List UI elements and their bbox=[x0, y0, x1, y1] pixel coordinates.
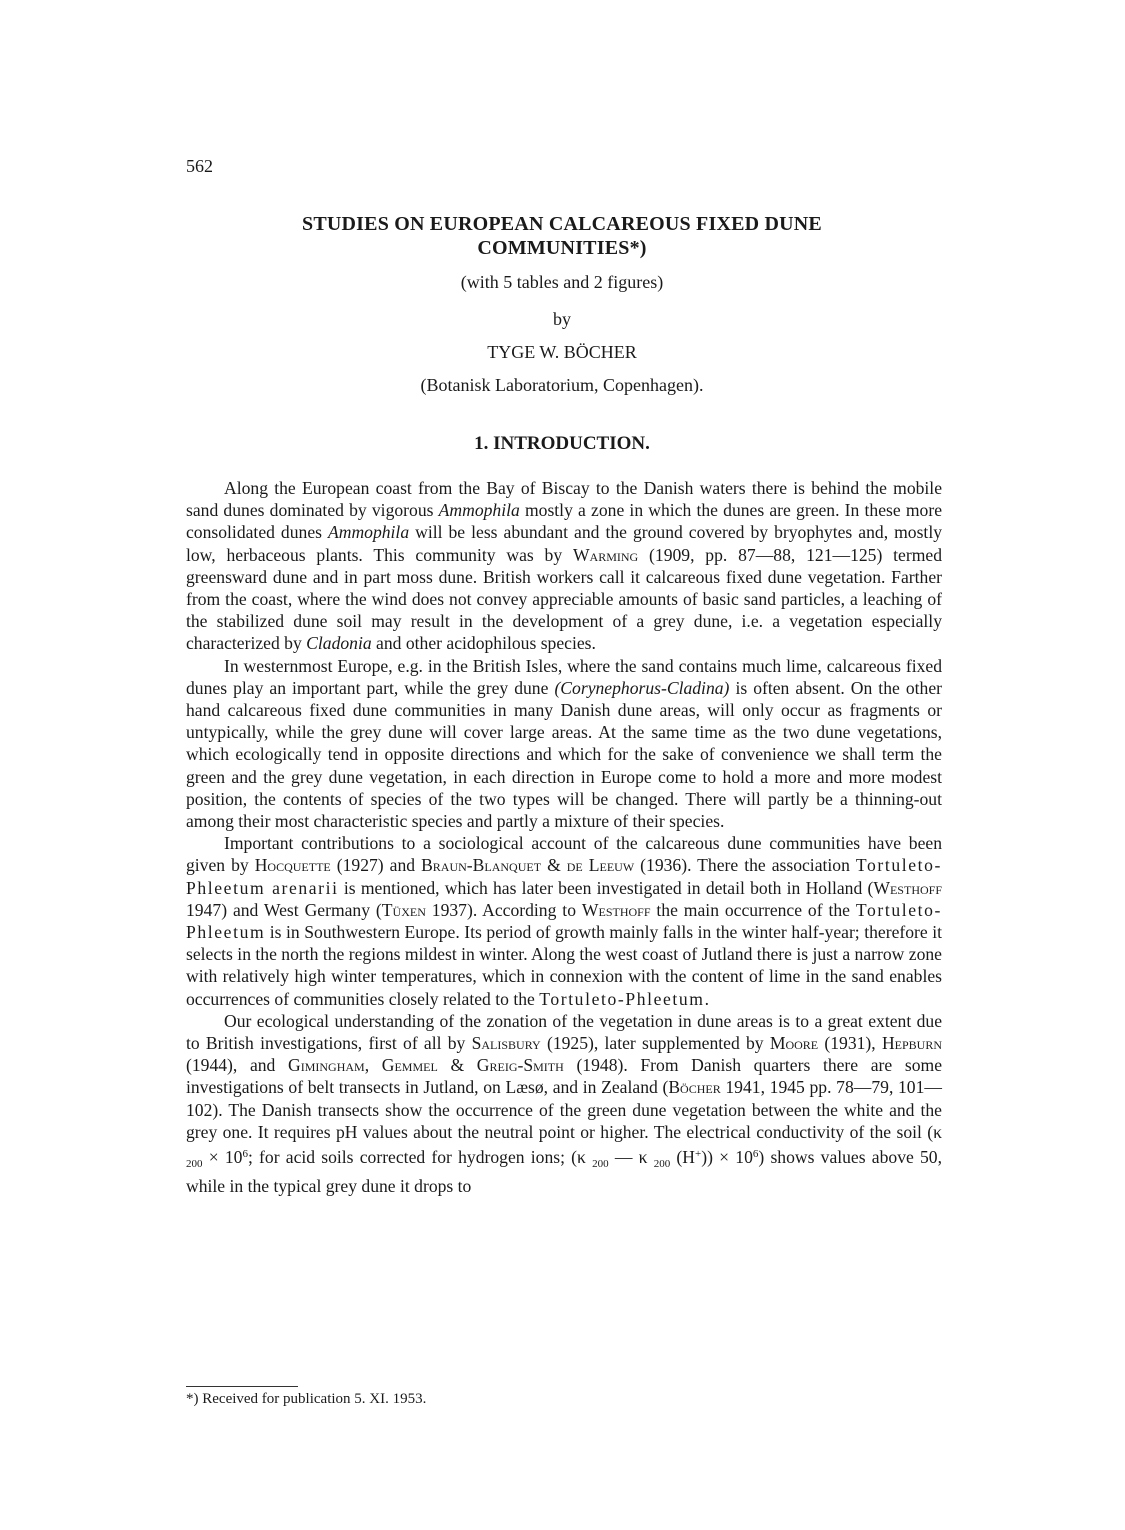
italic-term: (Corynephorus-Cladina) bbox=[554, 677, 730, 698]
body-text bbox=[186, 477, 942, 1198]
text-run: In westernmost Europe, e.g. in the British Isles, where the sand contains much lime, calcareous fixed dunes play an important part, while the grey dune bbox=[186, 655, 942, 698]
author-citation: Hocquette bbox=[254, 855, 331, 876]
text-run: (1931), bbox=[818, 1033, 882, 1054]
title-line-1: STUDIES ON EUROPEAN CALCAREOUS FIXED DUNE bbox=[302, 213, 822, 235]
text-run: Along the European coast from the Bay of Biscay to the Danish waters there is behind the mobile sand dunes dominated by vigorous bbox=[186, 478, 942, 521]
author-citation: Moore bbox=[769, 1033, 819, 1054]
text-run: (1944), and bbox=[186, 1055, 288, 1076]
author-citation: Warming bbox=[572, 544, 639, 565]
subtitle: (with 5 tables and 2 figures) bbox=[460, 272, 664, 292]
text-run: , bbox=[364, 1055, 382, 1076]
by-line: by bbox=[553, 309, 571, 329]
title-line-2: COMMUNITIES*) bbox=[477, 237, 647, 259]
text-run: (H bbox=[670, 1147, 695, 1168]
footnote-rule bbox=[186, 1386, 298, 1387]
subscript: 200 bbox=[653, 1158, 671, 1171]
text-run: × 10 bbox=[202, 1147, 243, 1168]
text-run: the main occurrence of the bbox=[650, 899, 856, 920]
text-run: — κ bbox=[608, 1147, 654, 1168]
text-run: will be less abundant and the ground covered by bryophytes and, mostly low, herbaceous plants. This community was by bbox=[186, 522, 942, 565]
text-run: 1937). According to bbox=[425, 899, 582, 920]
text-run: Important contributions to a sociological account of the calcareous dune communities have been given by bbox=[186, 833, 942, 876]
author-citation: Westhoff bbox=[581, 899, 651, 920]
association-name: Tortuleto-Phleetum arenarii bbox=[186, 855, 942, 898]
author-citation: Gimingham bbox=[288, 1055, 365, 1076]
italic-term: Ammophila bbox=[438, 500, 520, 521]
text-run: ; for acid soils corrected for hydrogen ions; (κ bbox=[247, 1147, 593, 1168]
text-run: (1936). There the association bbox=[634, 855, 856, 876]
italic-term: Cladonia bbox=[306, 633, 372, 654]
section-heading: 1. INTRODUCTION. bbox=[474, 433, 650, 454]
superscript: 6 bbox=[752, 1148, 759, 1161]
author-citation: de Leeuw bbox=[566, 855, 635, 876]
text-run: 1941, 1945 pp. 78—79, 101—102). The Danish transects show the occurrence of the green dune vegetation between the white and the grey one. It requires pH values about the neutral point or higher. The electrical conductivity of the soil (κ bbox=[186, 1077, 942, 1142]
association-name: Tortuleto-Phleetum bbox=[539, 988, 705, 1009]
text-run: (1925), later supplemented by bbox=[540, 1033, 770, 1054]
text-run: . bbox=[704, 988, 709, 1009]
text-run: Our ecological understanding of the zonation of the vegetation in dune areas is to a great extent due to British investigations, first of all by bbox=[186, 1010, 942, 1054]
author-citation: Braun-Blanquet bbox=[421, 855, 542, 876]
text-run: (1909, pp. 87—88, 121—125) termed greensward dune and in part moss dune. British workers call it calcareous fixed dune vegetation. Farther from the coast, where the wind does not convey appreciable amounts of basic sand particles, a leaching of the stabilized dune soil may result in the development of a grey dune, i.e. a vegetation especially characterized by bbox=[186, 544, 942, 654]
text-run: 1947) and West Germany ( bbox=[186, 899, 382, 920]
text-run: is often absent. On the other hand calcareous fixed dune communities in many Danish dune areas, will only occur as fragments or untypically, while the grey dune will cover large areas. At the same time as the two dune vegetations, which ecologically tend in opposite directions and which for the sake of convenience we shall term the green and the grey dune vegetation, in each direction in Europe come to hold a more and more modest position, the contents of species of the two types will be changed. There will partly be a thinning-out among their most characteristic species and partly a mixture of their species. bbox=[186, 677, 942, 832]
subscript: 200 bbox=[186, 1158, 203, 1171]
text-run: (1948). From Danish quarters there are some investigations of belt transects in Jutland, on Læsø, and in Zealand ( bbox=[186, 1055, 943, 1098]
superscript: + bbox=[695, 1148, 702, 1161]
article-title bbox=[186, 212, 938, 260]
superscript: 6 bbox=[242, 1148, 248, 1161]
italic-term: Ammophila bbox=[328, 522, 410, 543]
text-run: )) × 10 bbox=[701, 1147, 753, 1168]
text-run: and other acidophilous species. bbox=[371, 633, 596, 654]
text-run: (1927) and bbox=[330, 855, 422, 876]
author-citation: Greig-Smith bbox=[476, 1055, 564, 1076]
author-name: TYGE W. BÖCHER bbox=[487, 342, 637, 362]
author-citation: Westhoff bbox=[873, 877, 942, 898]
author-citation: Hepburn bbox=[881, 1033, 942, 1054]
page-number: 562 bbox=[186, 156, 213, 176]
text-run: & bbox=[437, 1055, 477, 1076]
body-paragraph bbox=[186, 1010, 942, 1198]
body-paragraph bbox=[186, 655, 942, 833]
author-citation: Salisbury bbox=[471, 1033, 541, 1054]
text-run: & bbox=[541, 855, 567, 876]
body-paragraph bbox=[186, 832, 942, 1010]
body-paragraph bbox=[186, 477, 942, 655]
text-run: is mentioned, which has later been investigated in detail both in Holland ( bbox=[338, 877, 874, 898]
text-run: mostly a zone in which the dunes are green. In these more consolidated dunes bbox=[186, 500, 943, 543]
author-citation: Gemmel bbox=[381, 1055, 438, 1076]
footnote: *) Received for publication 5. XI. 1953. bbox=[186, 1391, 427, 1407]
association-name: Tortuleto-Phleetum bbox=[186, 899, 942, 943]
subscript: 200 bbox=[592, 1158, 609, 1171]
author-citation: Böcher bbox=[668, 1077, 721, 1098]
text-run: ) shows values above 50, while in the typical grey dune it drops to bbox=[186, 1147, 943, 1197]
author-citation: Tüxen bbox=[381, 899, 426, 920]
text-run: is in Southwestern Europe. Its period of growth mainly falls in the winter half-year; therefore it selects in the north the regions mildest in winter. Along the west coast of Jutland there is just a narrow zone with relatively high winter temperatures, which in connexion with the content of lime in the sand enables occurrences of communities closely related to the bbox=[186, 922, 942, 1009]
author-affiliation: (Botanisk Laboratorium, Copenhagen). bbox=[420, 375, 704, 395]
